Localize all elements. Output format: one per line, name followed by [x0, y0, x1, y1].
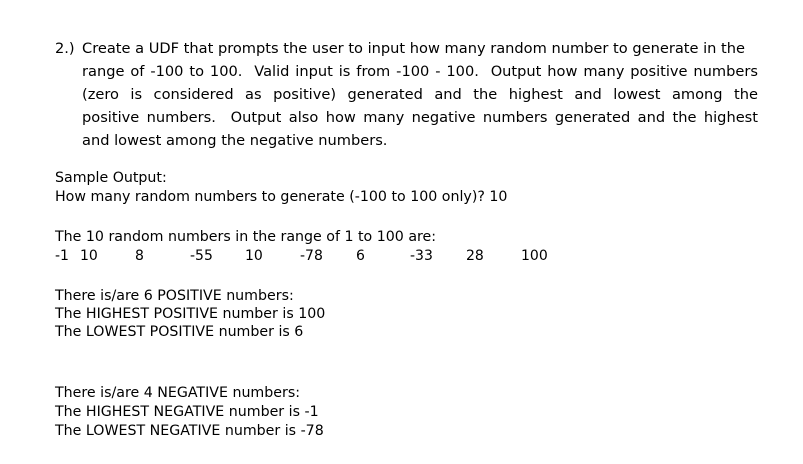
problem-number: 2.) [55, 40, 75, 57]
problem-line: and lowest among the negative numbers. [82, 132, 388, 149]
random-number: 10 [245, 248, 263, 264]
negative-count-line: There is/are 4 NEGATIVE numbers: [55, 385, 300, 401]
random-number: -33 [410, 248, 433, 264]
problem-line: positive numbers. Output also how many negative numbers generated and the highest [82, 109, 758, 126]
positive-lowest-line: The LOWEST POSITIVE number is 6 [55, 324, 304, 340]
positive-highest-line: The HIGHEST POSITIVE number is 100 [55, 306, 326, 322]
range-line: The 10 random numbers in the range of 1 to 100 are: [55, 229, 437, 245]
random-number: 100 [521, 248, 548, 264]
random-number: -78 [300, 248, 323, 264]
sample-prompt: How many random numbers to generate (-100 to 100 only)? 10 [55, 189, 508, 205]
problem-line: Create a UDF that prompts the user to input how many random number to generate in the [82, 40, 745, 57]
random-number: 28 [466, 248, 484, 264]
random-number: -55 [190, 248, 213, 264]
random-number: 10 [80, 248, 98, 264]
sample-heading: Sample Output: [55, 170, 167, 186]
random-number: -1 [55, 248, 69, 264]
negative-lowest-line: The LOWEST NEGATIVE number is -78 [55, 423, 324, 439]
problem-line: (zero is considered as positive) generated and the highest and lowest among the [82, 86, 758, 103]
problem-line: range of -100 to 100. Valid input is from -100 - 100. Output how many positive numbers [82, 63, 758, 80]
positive-count-line: There is/are 6 POSITIVE numbers: [55, 288, 294, 304]
random-number: 6 [356, 248, 365, 264]
negative-highest-line: The HIGHEST NEGATIVE number is -1 [55, 404, 319, 420]
random-number: 8 [135, 248, 144, 264]
